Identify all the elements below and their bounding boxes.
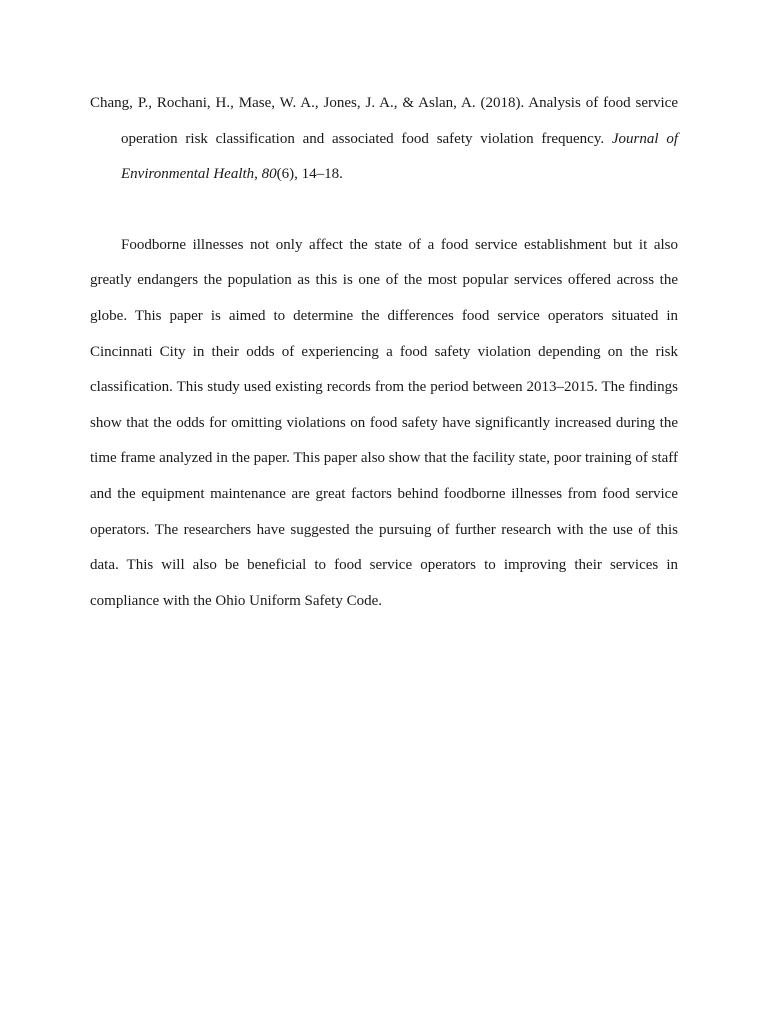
reference-authors-title: Chang, P., Rochani, H., Mase, W. A., Jones, J. A., & Aslan, A. (2018). Analysis of food service operation risk classification and associated food safety violation frequency. xyxy=(90,95,678,147)
reference-issue-pages: (6), 14–18. xyxy=(276,166,343,183)
summary-paragraph: Foodborne illnesses not only affect the state of a food service establishment but it also greatly endangers the population as this is one of the most popular services offered across the globe. This paper is aimed to determine the differences food service operators situated in Cincinnati City in their odds of experiencing a food safety violation depending on the risk classification. This study used existing records from the period between 2013–2015. The findings show that the odds for omitting violations on food safety have significantly increased during the time frame analyzed in the paper. This paper also show that the facility state, poor training of staff and the equipment maintenance are great factors behind foodborne illnesses from food service operators. The researchers have suggested the pursuing of further research with the use of this data. This will also be beneficial to food service operators to improving their services in compliance with the Ohio Uniform Safety Code. xyxy=(90,236,679,609)
document-body xyxy=(90,86,678,619)
reference-citation: Chang, P., Rochani, H., Mase, W. A., Jones, J. A., & Aslan, A. (2018). Analysis of food service operation risk classification and associated food safety violation frequency. Journal of Environmental Health, 80(6), 14–18. xyxy=(90,95,678,183)
reference-journal: Journal of Environmental Health xyxy=(121,130,678,183)
reference-volume: 80 xyxy=(261,166,277,183)
